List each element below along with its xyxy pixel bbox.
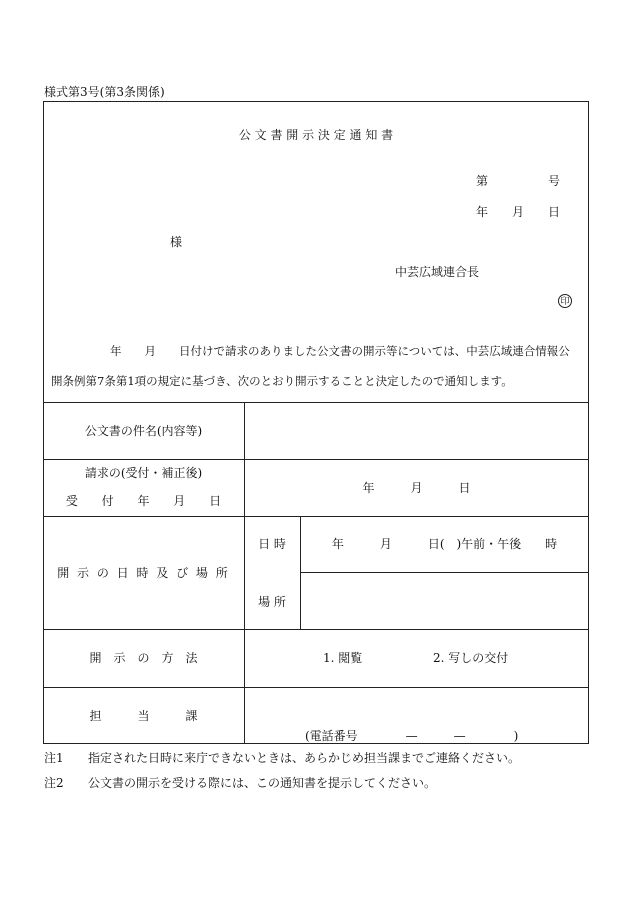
table-top-rule — [43, 402, 589, 403]
row-subject-label: 公文書の件名(内容等) — [84, 424, 203, 438]
form-frame — [43, 101, 589, 744]
row-receipt-date: 年 月 日 — [362, 481, 471, 495]
row-rule-2 — [43, 516, 589, 517]
row-method-label: 開 示 の 方 法 — [89, 651, 198, 665]
addressee-sama: 様 — [170, 235, 183, 249]
row-rule-1 — [43, 459, 589, 460]
note-1-text: 指定された日時に来庁できないときは、あらかじめ担当課までご連絡ください。 — [88, 751, 521, 765]
body-line-2: 開条例第7条第1項の規定に基づき、次のとおり開示することと決定したので通知します。 — [51, 374, 513, 388]
note-1-label: 注1 — [44, 751, 64, 765]
form-label: 様式第3号(第3条関係) — [44, 85, 165, 99]
department-phone: (電話番号 — — ) — [305, 729, 519, 743]
date-day: 日 — [548, 205, 561, 219]
seal-mark: 印 — [558, 294, 572, 308]
row-receipt-label-2: 受 付 年 月 日 — [65, 494, 232, 508]
body-line-1: 年 月 日付けで請求のありました公文書の開示等については、中芸広域連合情報公 — [110, 344, 570, 358]
issuer-name: 中芸広域連合長 — [395, 265, 480, 279]
note-2-text: 公文書の開示を受ける際には、この通知書を提示してください。 — [88, 776, 437, 790]
note-2-label: 注2 — [44, 776, 64, 790]
row-rule-4 — [43, 687, 589, 688]
sub-column-divider — [300, 516, 301, 629]
date-month: 月 — [512, 205, 525, 219]
row-disclosure-label: 開 示 の 日 時 及 び 場 所 — [57, 566, 230, 580]
row-rule-datetime-place — [300, 572, 589, 573]
row-receipt-label-1: 請求の(受付・補正後) — [84, 466, 203, 480]
column-divider — [244, 402, 245, 744]
method-option-view: 1. 閲覧 — [323, 651, 363, 665]
datetime-label: 日 時 — [258, 537, 286, 551]
document-title: 公 文 書 開 示 決 定 通 知 書 — [238, 128, 394, 142]
number-go: 号 — [548, 174, 561, 188]
datetime-value: 年 月 日( )午前・午後 時 — [331, 537, 558, 551]
row-department-label: 担 当 課 — [89, 709, 198, 723]
number-dai: 第 — [476, 174, 489, 188]
date-year: 年 — [476, 205, 489, 219]
place-label: 場 所 — [258, 595, 286, 609]
method-option-copy: 2. 写しの交付 — [433, 651, 509, 665]
row-rule-3 — [43, 629, 589, 630]
